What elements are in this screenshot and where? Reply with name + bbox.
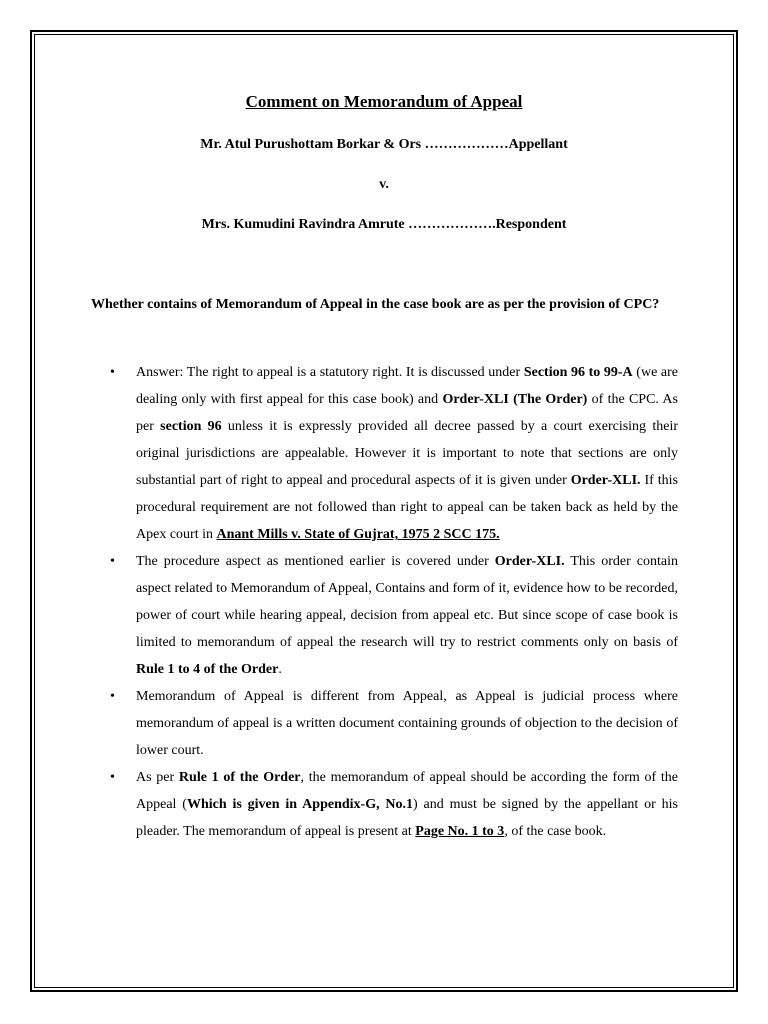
list-item-bold-text: Order-XLI (The Order) — [442, 392, 588, 407]
list-item-text: Memorandum of Appeal is different from Appeal, as Appeal is judicial process where memorandum of appeal is a written document containing grounds of objection to the decision of lower court. — [136, 689, 678, 758]
appellant-line: Mr. Atul Purushottam Borkar & Ors ………………Appellant — [200, 137, 568, 152]
bullet-icon: • — [110, 365, 115, 380]
list-item-text: If this procedural requirement are not followed than right to appeal can be taken back as held by the Apex court in — [136, 473, 678, 542]
list-item — [107, 683, 678, 764]
list-item-bold-text: Which is given in Appendix-G, No.1 — [186, 797, 414, 812]
list-item-bold-text: Rule 1 to 4 of the Order — [136, 662, 279, 677]
list-item-text: , the memorandum of appeal should be according the form of the Appeal ( — [136, 770, 678, 812]
list-item-text: The procedure aspect as mentioned earlier is covered under — [136, 554, 495, 569]
list-item — [107, 548, 678, 683]
list-item-text: ) and must be signed by the appellant or his pleader. The memorandum of appeal is present at — [136, 797, 678, 839]
list-item-text: , of the case book. — [504, 824, 607, 839]
list-item-text: This order contain aspect related to Memorandum of Appeal, Contains and form of it, evidence how to be recorded, power of court while hearing appeal, decision from appeal etc. But since scope of case book is limited to memorandum of appeal the research will try to restrict comments only on basis of — [136, 554, 678, 650]
answer-list — [107, 359, 678, 845]
list-item-text: unless it is expressly provided all decree passed by a court exercising their original jurisdictions are appealable. However it is important to note that sections are only substantial part of right to appeal and procedural aspects of it is given under — [136, 419, 678, 488]
list-item-text: As per — [136, 770, 179, 785]
list-item-text: (we are dealing only with first appeal for this case book) and — [136, 365, 678, 407]
document-title: Comment on Memorandum of Appeal — [245, 92, 523, 111]
list-item — [107, 359, 678, 548]
list-item-bold-text: Order-XLI. — [570, 473, 641, 488]
list-item-bold-text: Section 96 to 99-A — [523, 365, 633, 380]
page-reference: Page No. 1 to 3 — [415, 824, 505, 839]
list-item — [107, 764, 678, 845]
bullet-icon: • — [110, 554, 115, 569]
bullet-icon: • — [110, 770, 115, 785]
respondent-line: Mrs. Kumudini Ravindra Amrute ……………….Respondent — [201, 217, 567, 232]
list-item-bold-text: section 96 — [160, 419, 222, 434]
versus-line: v. — [379, 177, 389, 192]
case-citation: Anant Mills v. State of Gujrat, 1975 2 SCC 175. — [216, 527, 500, 542]
question-heading: Whether contains of Memorandum of Appeal in the case book are as per the provision of CPC? — [91, 297, 660, 312]
list-item-text: . — [278, 662, 282, 677]
list-item-text: of the CPC. As per — [136, 392, 678, 434]
list-item-bold-text: Order-XLI. — [494, 554, 565, 569]
list-item-text: Answer: The right to appeal is a statutory right. It is discussed under — [136, 365, 524, 380]
bullet-icon: • — [110, 689, 115, 704]
list-item-bold-text: Rule 1 of the Order — [178, 770, 301, 785]
